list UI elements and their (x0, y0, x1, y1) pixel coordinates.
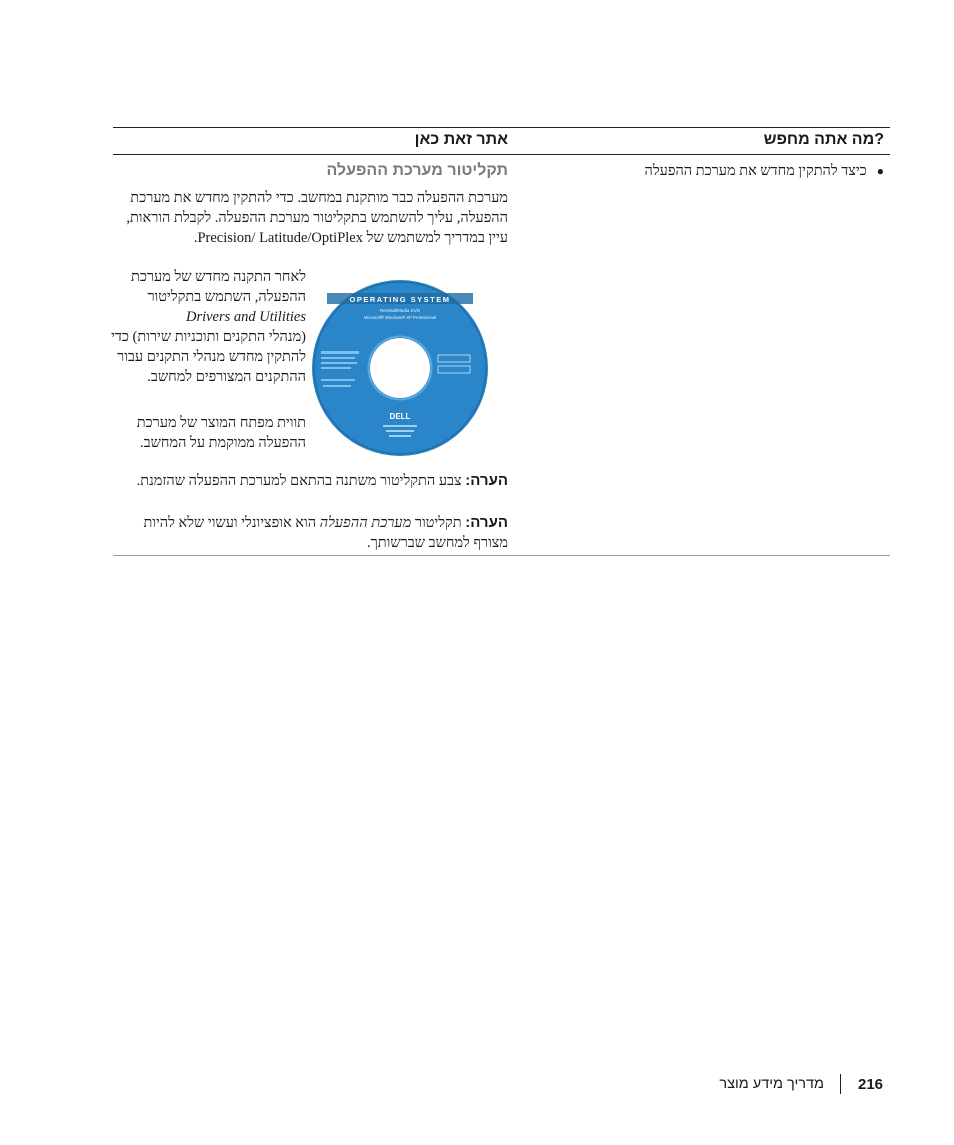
page-number: 216 (858, 1076, 884, 1093)
cd-disc-image (311, 279, 489, 457)
footer-title: מדריך מידע מוצר (719, 1076, 824, 1092)
note-text-italic: מערכת ההפעלה (319, 515, 412, 531)
column-header-find-it-here: אתר זאת כאן (414, 131, 508, 148)
note-optional (113, 513, 508, 553)
cd-brand-logo: DELL (389, 412, 411, 421)
paragraph-drivers-after: (מנהלי התקנים ותוכניות שירות) כדי להתקין מחדש מנהלי התקנים עבור ההתקנים המצורפים למחשב. (111, 329, 306, 385)
note-text-after: הוא אופציונלי ועשוי שלא להיות מצורף למחשב שברשותך. (143, 515, 508, 551)
table-header-rule (113, 154, 890, 155)
note-label: הערה: (465, 514, 508, 531)
table-top-rule (113, 127, 890, 128)
footer-separator (840, 1074, 841, 1094)
bullet-icon: ● (876, 164, 884, 178)
cd-center-hole (370, 338, 430, 398)
column-header-looking-for: ?מה אתה מחפש (763, 131, 884, 148)
paragraph-product-key: תווית מפתח המוצר של מערכת ההפעלה ממוקמת על המחשב. (136, 415, 306, 451)
paragraph-drivers (106, 267, 306, 387)
cd-label-sub2: Microsoft® Windows® XP Professional (363, 315, 437, 320)
cd-label-top: OPERATING SYSTEM (349, 295, 451, 304)
note-label: הערה: (465, 472, 508, 489)
request-text: כיצד להתקין מחדש את מערכת ההפעלה (644, 163, 867, 179)
section-title: תקליטור מערכת ההפעלה (326, 162, 508, 179)
table-bottom-rule (113, 555, 890, 556)
note-text-before: תקליטור (414, 515, 462, 531)
paragraph-drivers-before: לאחר התקנה מחדש של מערכת ההפעלה, השתמש בתקליטור (130, 269, 306, 305)
paragraph-drivers-cd-name: Drivers and Utilities (185, 309, 306, 325)
cd-label-sub1: ReinstallMedia DVD (379, 308, 421, 313)
note-color (113, 471, 508, 491)
note-text: צבע התקליטור משתנה בהתאם למערכת ההפעלה שהזמנת. (136, 473, 462, 489)
paragraph-intro: מערכת ההפעלה כבר מותקנת במחשב. כדי להתקין מחדש את מערכת ההפעלה, עליך להשתמש בתקליטור מערכת ההפעלה. לקבלת הוראות, עיין במדריך למשתמש של Precision/ Latitude/OptiPlex. (126, 190, 508, 246)
list-item (624, 161, 884, 181)
